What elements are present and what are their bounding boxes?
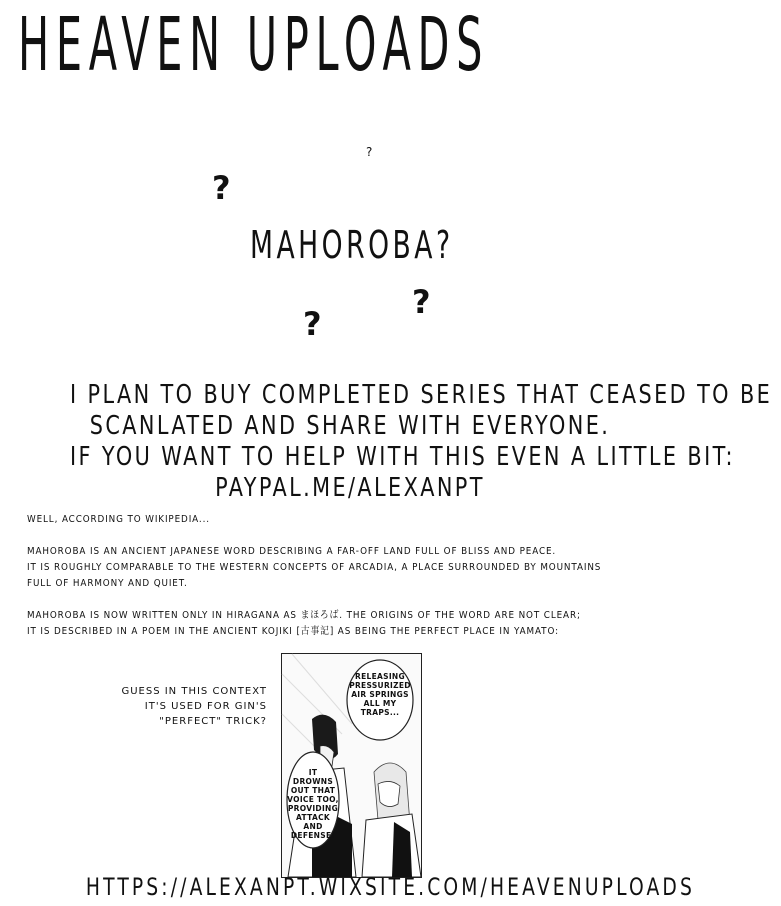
paypal-link[interactable]: PAYPAL.ME/ALEXANPT (215, 473, 485, 503)
bubble-line: ATTACK AND (296, 813, 330, 831)
speech-bubble-1 (348, 672, 412, 717)
guess-line: "PERFECT" TRICK? (159, 716, 267, 727)
appeal-line: SCANLATED AND SHARE WITH EVERYONE. (89, 411, 611, 441)
bubble-line: IT (308, 768, 318, 777)
bubble-line: DEFENSE! (290, 831, 336, 840)
manga-panel (281, 653, 422, 878)
guess-line: GUESS IN THIS CONTEXT (121, 686, 267, 697)
question-mark: ? (212, 169, 231, 207)
guess-line: IT'S USED FOR GIN'S (144, 701, 267, 712)
question-mark: ? (303, 305, 322, 343)
bubble-line: RELEASING (355, 672, 405, 681)
speech-bubble-2 (286, 768, 340, 840)
note-line: MAHOROBA IS NOW WRITTEN ONLY IN HIRAGANA AS まほろば. THE ORIGINS OF THE WORD ARE NOT CLEAR; (27, 610, 581, 621)
bubble-line: PROVIDING (287, 804, 339, 813)
appeal-line: IF YOU WANT TO HELP WITH THIS EVEN A LITTLE BIT: (70, 442, 735, 472)
bubble-line: PRESSURIZED (349, 681, 411, 690)
bubble-line: OUT THAT (290, 786, 336, 795)
note-line: MAHOROBA IS AN ANCIENT JAPANESE WORD DESCRIBING A FAR-OFF LAND FULL OF BLISS AND PEACE. (27, 546, 557, 557)
bubble-line: VOICE TOO, (287, 795, 339, 804)
website-url-text[interactable]: HTTPS://ALEXANPT.WIXSITE.COM/HEAVENUPLOADS (85, 873, 695, 901)
bubble-line: AIR SPRINGS (351, 690, 409, 699)
headline: MAHOROBA? (250, 223, 454, 267)
bubble-line: TRAPS... (360, 708, 400, 717)
bubble-line: DROWNS (292, 777, 334, 786)
question-mark: ? (366, 145, 373, 159)
appeal-line: I PLAN TO BUY COMPLETED SERIES THAT CEASED TO BE (70, 380, 773, 410)
question-mark: ? (412, 283, 431, 321)
website-url[interactable] (0, 875, 700, 899)
guess-caption (95, 684, 267, 729)
note-line: IT IS ROUGHLY COMPARABLE TO THE WESTERN CONCEPTS OF ARCADIA, A PLACE SURROUNDED BY MOUNTAINS (27, 562, 602, 573)
note-line: FULL OF HARMONY AND QUIET. (27, 578, 188, 589)
page-title: HEAVEN UPLOADS (18, 2, 490, 88)
note-line: IT IS DESCRIBED IN A POEM IN THE ANCIENT KOJIKI [古事記] AS BEING THE PERFECT PLACE IN YAMATO: (27, 626, 559, 637)
bubble-line: ALL MY (363, 699, 397, 708)
intro-text: WELL, ACCORDING TO WIKIPEDIA... (27, 514, 210, 525)
donation-appeal (0, 380, 773, 504)
